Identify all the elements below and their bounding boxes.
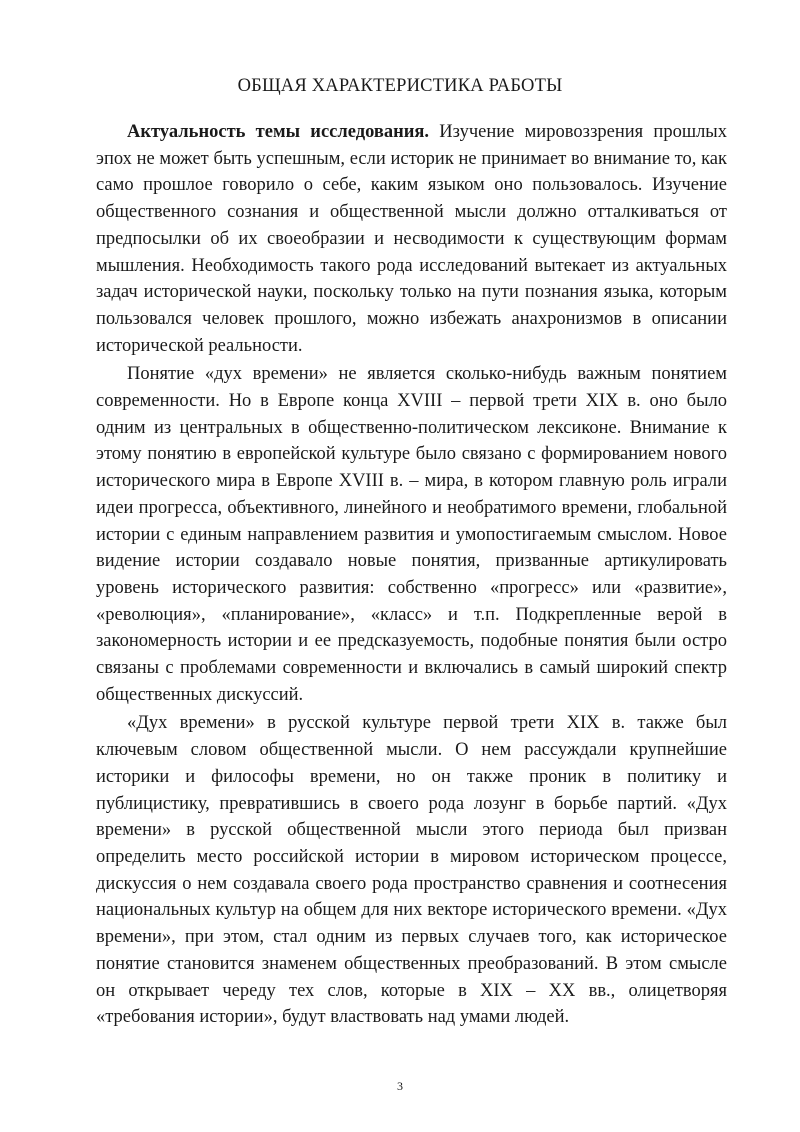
body-text <box>96 119 727 1033</box>
paragraph-text: «Дух времени» в русской культуре первой трети XIX в. также был ключевым словом общественной мысли. О нем рассуждали крупнейшие историки и философы времени, но он также проник в политику и публицистику, превратившись в своего рода лозунг в борьбе партий. «Дух времени» в русской общественной мысли этого периода был призван определить место российской истории в мировом историческом процессе, дискуссия о нем создавала своего рода пространство сравнения и соотнесения национальных культур на общем для них векторе исторического времени. «Дух времени», при этом, стал одним из первых случаев того, как историческое понятие становится знаменем общественных преобразований. В этом смысле он открывает череду тех слов, которые в XIX – XX вв., олицетворяя «требования истории», будут властвовать над умами людей. <box>96 713 727 1028</box>
paragraph-russian-culture <box>96 710 727 1030</box>
paragraph-relevance <box>96 119 727 359</box>
paragraph-lead: Актуальность темы исследования. <box>127 122 430 142</box>
paragraph-text: Изучение мировоззрения прошлых эпох не может быть успешным, если историк не принимает во внимание то, как само прошлое говорило о себе, каким языком оно пользовалось. Изучение общественного сознания и общественной мысли должно отталкиваться от предпосылки об их своеобразии и несводимости к существующим формам мышления. Необходимость такого рода исследований вытекает из актуальных задач исторической науки, поскольку только на пути познания языка, которым пользовался человек прошлого, можно избежать анахронизмов в описании исторической реальности. <box>96 122 727 356</box>
section-title: ОБЩАЯ ХАРАКТЕРИСТИКА РАБОТЫ <box>237 76 563 96</box>
page-number: 3 <box>397 1079 403 1093</box>
paragraph-text: Понятие «дух времени» не является сколько-нибудь важным понятием современности. Но в Европе конца XVIII – первой трети XIX в. оно было одним из центральных в общественно-политическом лексиконе. Внимание к этому понятию в европейской культуре было связано с формированием нового исторического мира в Европе XVIII в. – мира, в котором главную роль играли идеи прогресса, объективного, линейного и необратимого времени, глобальной истории с единым направлением развития и умопостигаемым смыслом. Новое видение истории создавало новые понятия, призванные артикулировать уровень исторического развития: собственно «прогресс» или «развитие», «революция», «планирование», «класс» и т.п. Подкрепленные верой в закономерность истории и ее предсказуемость, подобные понятия были остро связаны с проблемами современности и включались в самый широкий спектр общественных дискуссий. <box>96 364 727 705</box>
paragraph-concept <box>96 361 727 708</box>
